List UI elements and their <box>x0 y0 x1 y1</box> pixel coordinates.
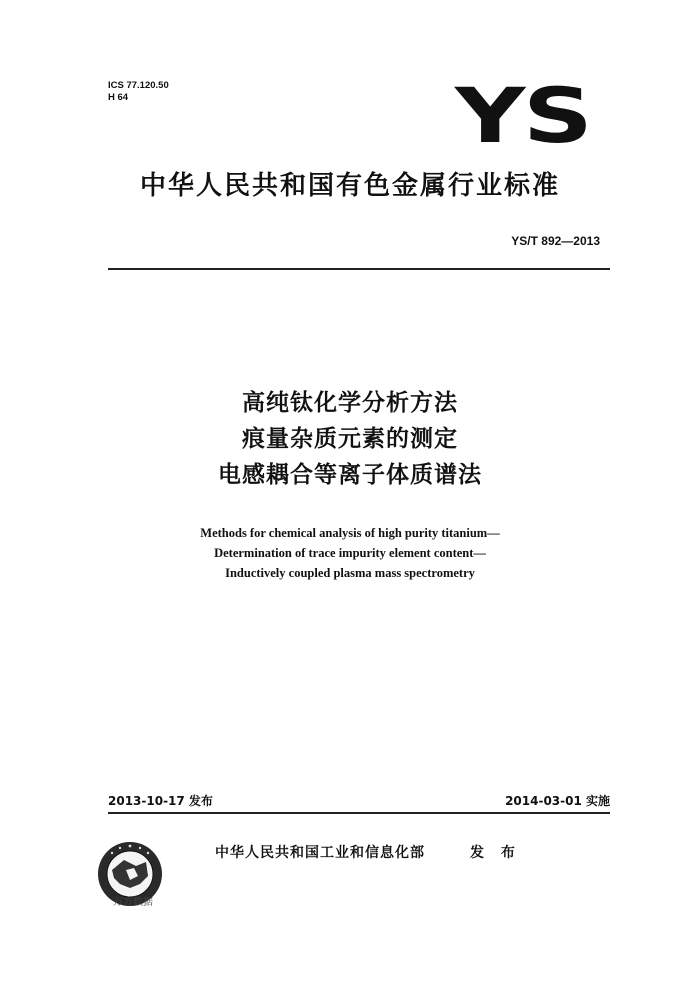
ics-code: ICS 77.120.50 <box>108 80 169 91</box>
standard-number: YS/T 892—2013 <box>511 234 600 248</box>
implementation-date: 2014-03-01 实施 <box>505 794 610 808</box>
standard-organization: 中华人民共和国有色金属行业标准 <box>139 171 560 201</box>
english-title-line-2: Determination of trace impurity element content— <box>214 546 486 560</box>
watermark-text: 万方数据 <box>113 897 153 908</box>
classification-codes <box>108 80 169 104</box>
chinese-title-line-1: 高纯钛化学分析方法 <box>242 390 458 416</box>
bottom-divider <box>108 812 610 814</box>
chinese-title-line-2: 痕量杂质元素的测定 <box>242 426 458 452</box>
english-title-line-1: Methods for chemical analysis of high purity titanium— <box>200 526 500 540</box>
chinese-title <box>0 385 700 493</box>
issue-verb: 发 布 <box>470 845 521 861</box>
chinese-title-line-3: 电感耦合等离子体质谱法 <box>218 462 482 488</box>
issuing-authority: 中华人民共和国工业和信息化部 <box>215 845 425 861</box>
ccs-code: H 64 <box>108 92 129 103</box>
english-title <box>0 523 700 583</box>
issue-date: 2013-10-17 发布 <box>108 794 213 808</box>
ys-logo: YS <box>455 71 591 160</box>
english-title-line-3: Inductively coupled plasma mass spectrometry <box>225 566 475 580</box>
top-divider <box>108 268 610 270</box>
